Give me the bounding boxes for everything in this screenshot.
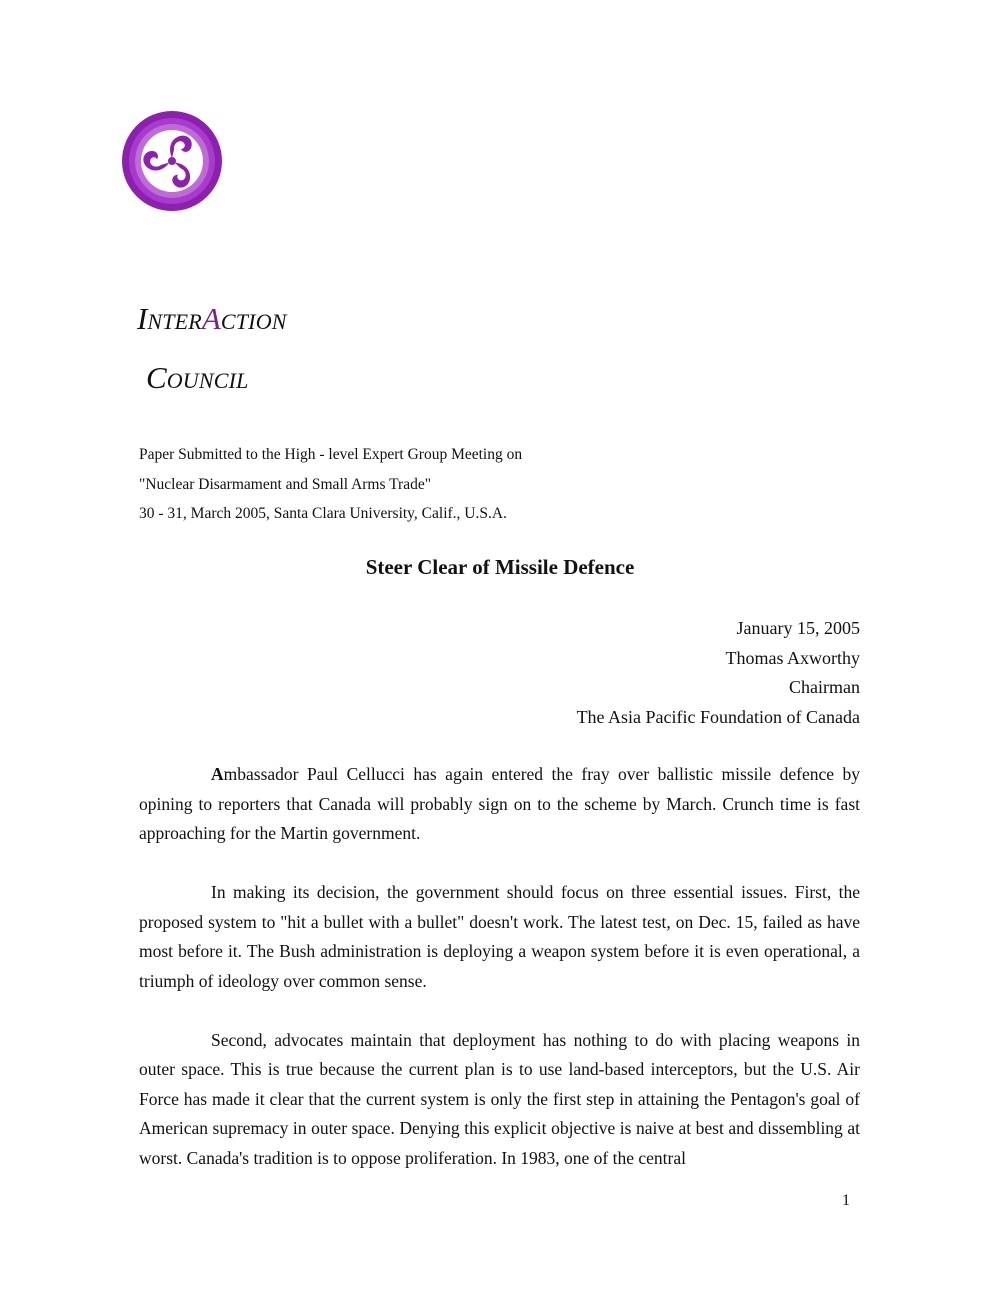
org-text-nter: NTER: [147, 309, 202, 334]
byline-date: January 15, 2005: [736, 618, 860, 638]
org-text-ouncil: OUNCIL: [166, 368, 249, 393]
organization-name-line-2: [146, 362, 249, 393]
org-initial-i: I: [137, 301, 148, 336]
meeting-line-1: Paper Submitted to the High - level Expert Group Meeting on: [139, 446, 523, 463]
byline-affiliation: The Asia Pacific Foundation of Canada: [576, 706, 860, 727]
org-text-ction: CTION: [220, 309, 287, 334]
paragraph-2: In making its decision, the government should focus on three essential issues. First, the proposed system to "hit a bullet with a bullet" doesn't work. The latest test, on Dec. 15, failed as have most before it. The Bush administration is deploying a weapon system before it is even operational, a triumph of ideology over common sense.: [139, 882, 860, 991]
organization-name-line-1: [137, 303, 287, 334]
org-initial-c: C: [146, 360, 167, 395]
meeting-info: [139, 440, 522, 529]
document-title: Steer Clear of Missile Defence: [365, 555, 635, 579]
meeting-line-2: "Nuclear Disarmament and Small Arms Trade": [139, 475, 432, 493]
byline: [577, 614, 860, 732]
interaction-council-logo: [121, 110, 223, 212]
paragraph-1-text: mbassador Paul Cellucci has again entered the fray over ballistic missile defence by opining to reporters that Canada will probably sign on to the scheme by March. Crunch time is fast approaching for the Martin government.: [139, 764, 860, 843]
paragraph-1: [139, 760, 860, 849]
page-number: 1: [842, 1192, 850, 1209]
paragraph-1-initial: A: [211, 764, 224, 784]
paragraph-3: Second, advocates maintain that deployment has nothing to do with placing weapons in outer space. This is true because the current plan is to use land-based interceptors, but the U.S. Air Force has made it clear that the current system is only the first step in attaining the Pentagon's goal of American supremacy in outer space. Denying this explicit objective is naive at best and dissembling at worst. Canada's tradition is to oppose proliferation. In 1983, one of the central: [139, 1029, 860, 1168]
body-text: [139, 760, 860, 1203]
byline-position: Chairman: [789, 677, 860, 697]
byline-author: Thomas Axworthy: [725, 647, 860, 668]
org-initial-a: A: [201, 301, 221, 336]
meeting-line-3: 30 - 31, March 2005, Santa Clara University, Calif., U.S.A.: [139, 505, 507, 522]
